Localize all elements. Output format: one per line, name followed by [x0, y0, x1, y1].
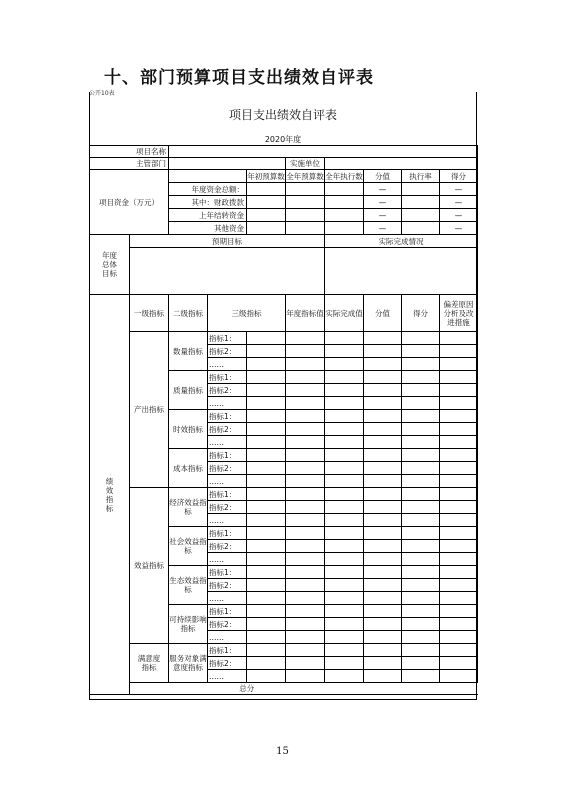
- cell[interactable]: [286, 605, 325, 618]
- fund-total-full-year[interactable]: [286, 183, 325, 196]
- cell[interactable]: [440, 358, 478, 371]
- indicator-1: 指标1：: [208, 644, 247, 657]
- header-execution: 全年执行数: [325, 171, 363, 181]
- output-indicators: 产出指标: [130, 332, 169, 488]
- cell[interactable]: [247, 540, 286, 553]
- cell[interactable]: [364, 670, 402, 683]
- department-label: 主管部门: [90, 158, 169, 170]
- cell[interactable]: [247, 670, 286, 683]
- fund-label: 项目资金（万元）: [90, 170, 169, 235]
- cell[interactable]: [440, 475, 478, 488]
- fund-other-exec-rate[interactable]: [402, 222, 440, 235]
- fund-fiscal-initial[interactable]: [247, 196, 286, 209]
- indicator-row: [90, 332, 478, 345]
- total-score-value[interactable]: [364, 683, 402, 695]
- cell[interactable]: [247, 371, 286, 384]
- indicator-2: 指标2：: [208, 345, 247, 358]
- fund-other-score-value: —: [364, 222, 402, 235]
- ecological-benefit-indicators: 生态效益指标: [169, 566, 208, 605]
- indicator-1: 指标1：: [208, 410, 247, 423]
- cell[interactable]: [325, 475, 364, 488]
- cell[interactable]: [325, 618, 364, 631]
- fund-carryover-score-value: —: [364, 209, 402, 222]
- cell[interactable]: [440, 332, 478, 345]
- cell[interactable]: [286, 657, 325, 670]
- cell[interactable]: [286, 527, 325, 540]
- cell[interactable]: [247, 605, 286, 618]
- fund-fiscal-execution[interactable]: [325, 196, 364, 209]
- cell[interactable]: [402, 436, 440, 449]
- cell[interactable]: [440, 514, 478, 527]
- col-score-value: 分值: [364, 295, 402, 332]
- page-heading: 十、部门预算项目支出绩效自评表: [104, 68, 374, 88]
- col-annual-target: 年度指标值: [286, 295, 325, 332]
- fund-carryover-label: 上年结转资金: [169, 209, 247, 222]
- cell[interactable]: [247, 488, 286, 501]
- fund-fiscal-label: 其中：财政拨款: [169, 196, 247, 209]
- cell[interactable]: [286, 436, 325, 449]
- expected-goals-content[interactable]: [130, 248, 325, 295]
- col-actual-value: 实际完成值: [325, 295, 364, 332]
- indicator-more: ……: [208, 358, 247, 371]
- cell[interactable]: [247, 579, 286, 592]
- cell[interactable]: [325, 540, 364, 553]
- cell[interactable]: [364, 540, 402, 553]
- cell[interactable]: [440, 345, 478, 358]
- cell[interactable]: [325, 358, 364, 371]
- cell[interactable]: [402, 449, 440, 462]
- cell[interactable]: [364, 488, 402, 501]
- annual-goals-label: 年度总体目标: [90, 235, 130, 295]
- cell[interactable]: [247, 566, 286, 579]
- cell[interactable]: [286, 592, 325, 605]
- cell[interactable]: [325, 462, 364, 475]
- cell[interactable]: [247, 436, 286, 449]
- indicator-more: ……: [208, 631, 247, 644]
- fund-total-initial[interactable]: [247, 183, 286, 196]
- fund-fiscal-exec-rate[interactable]: [402, 196, 440, 209]
- sheet-border-bottom: [89, 699, 477, 700]
- cell[interactable]: [286, 501, 325, 514]
- col-deviation-reason: 偏差原因分析及改进措施: [440, 295, 478, 332]
- cell[interactable]: [402, 332, 440, 345]
- cell[interactable]: [364, 553, 402, 566]
- cell[interactable]: [286, 670, 325, 683]
- cell[interactable]: [364, 566, 402, 579]
- fund-carryover-score: —: [440, 209, 478, 222]
- cell[interactable]: [247, 345, 286, 358]
- cell[interactable]: [247, 332, 286, 345]
- cell[interactable]: [402, 540, 440, 553]
- cell[interactable]: [286, 423, 325, 436]
- cell[interactable]: [247, 657, 286, 670]
- cell[interactable]: [402, 501, 440, 514]
- project-name-value[interactable]: [169, 146, 478, 158]
- cell[interactable]: [325, 423, 364, 436]
- indicator-1: 指标1：: [208, 566, 247, 579]
- cell[interactable]: [247, 358, 286, 371]
- indicator-2: 指标2：: [208, 579, 247, 592]
- cell[interactable]: [286, 384, 325, 397]
- cell[interactable]: [247, 514, 286, 527]
- cell[interactable]: [440, 410, 478, 423]
- cell[interactable]: [286, 553, 325, 566]
- cell[interactable]: [402, 345, 440, 358]
- fund-carryover-full-year[interactable]: [286, 209, 325, 222]
- cell[interactable]: [364, 332, 402, 345]
- indicator-row: [90, 644, 478, 657]
- cell[interactable]: [364, 579, 402, 592]
- fund-fiscal-score: —: [440, 196, 478, 209]
- cell[interactable]: [440, 371, 478, 384]
- cell[interactable]: [325, 384, 364, 397]
- cell[interactable]: [440, 553, 478, 566]
- cell[interactable]: [402, 644, 440, 657]
- col-level2: 二级指标: [169, 295, 208, 332]
- cell[interactable]: [286, 358, 325, 371]
- cell[interactable]: [440, 384, 478, 397]
- cell[interactable]: [286, 644, 325, 657]
- cell[interactable]: [325, 631, 364, 644]
- cell[interactable]: [247, 410, 286, 423]
- sheet-year: 2020年度: [264, 135, 302, 144]
- cell[interactable]: [325, 566, 364, 579]
- fund-carryover-execution[interactable]: [325, 209, 364, 222]
- cell[interactable]: [247, 631, 286, 644]
- indicator-more: ……: [208, 475, 247, 488]
- indicator-1: 指标1：: [208, 527, 247, 540]
- cell[interactable]: [402, 410, 440, 423]
- indicator-2: 指标2：: [208, 657, 247, 670]
- cell[interactable]: [440, 592, 478, 605]
- fund-header-blank: [169, 170, 247, 183]
- cell[interactable]: [440, 644, 478, 657]
- cell[interactable]: [286, 475, 325, 488]
- economic-benefit-indicators: 经济效益指标: [169, 488, 208, 527]
- service-satisfaction-indicators: 服务对象满意度指标: [169, 644, 208, 683]
- header-exec-rate: 执行率: [402, 170, 440, 183]
- cell[interactable]: [364, 475, 402, 488]
- cell[interactable]: [247, 475, 286, 488]
- cell[interactable]: [325, 657, 364, 670]
- cell[interactable]: [440, 449, 478, 462]
- quantity-indicators: 数量指标: [169, 332, 208, 371]
- cell[interactable]: [402, 657, 440, 670]
- table-number-note: 公开10表: [89, 90, 115, 97]
- evaluation-table: [89, 145, 478, 695]
- cell[interactable]: [364, 657, 402, 670]
- cell[interactable]: [325, 332, 364, 345]
- cell[interactable]: [364, 371, 402, 384]
- cell[interactable]: [402, 579, 440, 592]
- fund-other-full-year[interactable]: [286, 222, 325, 235]
- indicator-more: ……: [208, 436, 247, 449]
- cell[interactable]: [286, 618, 325, 631]
- cell[interactable]: [247, 592, 286, 605]
- cell[interactable]: [247, 384, 286, 397]
- indicator-2: 指标2：: [208, 384, 247, 397]
- cell[interactable]: [440, 579, 478, 592]
- timeliness-indicators: 时效指标: [169, 410, 208, 449]
- fund-total-score: —: [440, 183, 478, 196]
- cell[interactable]: [325, 501, 364, 514]
- cell[interactable]: [325, 410, 364, 423]
- expected-goals-header: 预期目标: [130, 235, 325, 248]
- cell[interactable]: [364, 397, 402, 410]
- cell[interactable]: [402, 527, 440, 540]
- cell[interactable]: [440, 657, 478, 670]
- indicator-more: ……: [208, 514, 247, 527]
- cell[interactable]: [325, 345, 364, 358]
- cell[interactable]: [440, 631, 478, 644]
- total-filler: [402, 683, 478, 695]
- cell[interactable]: [286, 449, 325, 462]
- cell[interactable]: [364, 449, 402, 462]
- cell[interactable]: [286, 332, 325, 345]
- cell[interactable]: [364, 618, 402, 631]
- row-goals-header: [90, 235, 478, 248]
- cell[interactable]: [402, 423, 440, 436]
- indicator-2: 指标2：: [208, 423, 247, 436]
- header-score-value: 分值: [364, 170, 402, 183]
- indicator-1: 指标1：: [208, 605, 247, 618]
- department-value[interactable]: [169, 158, 286, 170]
- header-score: 得分: [440, 170, 478, 183]
- cell[interactable]: [286, 410, 325, 423]
- cell[interactable]: [402, 514, 440, 527]
- cell[interactable]: [325, 488, 364, 501]
- cell[interactable]: [364, 501, 402, 514]
- total-score-label: 总分: [130, 683, 364, 695]
- self-evaluation-sheet: [89, 88, 477, 700]
- impl-unit-label: 实施单位: [286, 158, 325, 170]
- indicator-2: 指标2：: [208, 501, 247, 514]
- cell[interactable]: [402, 475, 440, 488]
- cell[interactable]: [286, 566, 325, 579]
- cell[interactable]: [364, 605, 402, 618]
- cell[interactable]: [325, 579, 364, 592]
- cell[interactable]: [364, 462, 402, 475]
- cell[interactable]: [364, 358, 402, 371]
- cell[interactable]: [325, 371, 364, 384]
- page-number: 15: [276, 746, 289, 757]
- col-level1: 一级指标: [130, 295, 169, 332]
- fund-fiscal-score-value: —: [364, 196, 402, 209]
- cell[interactable]: [325, 553, 364, 566]
- cell[interactable]: [402, 592, 440, 605]
- fund-total-label: 年度资金总额：: [169, 183, 247, 196]
- cell[interactable]: [286, 514, 325, 527]
- fund-other-initial[interactable]: [247, 222, 286, 235]
- cell[interactable]: [440, 397, 478, 410]
- satisfaction-indicators: 满意度指标: [130, 644, 169, 683]
- indicator-2: 指标2：: [208, 618, 247, 631]
- cell[interactable]: [364, 644, 402, 657]
- cell[interactable]: [247, 423, 286, 436]
- cell[interactable]: [286, 397, 325, 410]
- cell[interactable]: [364, 410, 402, 423]
- cell[interactable]: [364, 384, 402, 397]
- project-name-label: 项目名称: [90, 146, 169, 158]
- cell[interactable]: [402, 553, 440, 566]
- cell[interactable]: [440, 618, 478, 631]
- row-department: [90, 158, 478, 170]
- cell[interactable]: [440, 436, 478, 449]
- social-benefit-indicators: 社会效益指标: [169, 527, 208, 566]
- performance-indicators-label: 绩效指标: [90, 295, 130, 695]
- cell[interactable]: [364, 423, 402, 436]
- fund-total-score-value: —: [364, 183, 402, 196]
- cost-indicators: 成本指标: [169, 449, 208, 488]
- cell[interactable]: [247, 553, 286, 566]
- col-score: 得分: [402, 295, 440, 332]
- cell[interactable]: [364, 631, 402, 644]
- indicator-more: ……: [208, 553, 247, 566]
- fund-other-label: 其他资金: [169, 222, 247, 235]
- cell[interactable]: [440, 566, 478, 579]
- cell[interactable]: [325, 527, 364, 540]
- cell[interactable]: [286, 488, 325, 501]
- cell[interactable]: [364, 345, 402, 358]
- cell[interactable]: [402, 566, 440, 579]
- cell[interactable]: [286, 540, 325, 553]
- cell[interactable]: [402, 618, 440, 631]
- cell[interactable]: [402, 384, 440, 397]
- cell[interactable]: [364, 527, 402, 540]
- cell[interactable]: [286, 462, 325, 475]
- indicator-more: ……: [208, 397, 247, 410]
- cell[interactable]: [440, 488, 478, 501]
- indicator-2: 指标2：: [208, 462, 247, 475]
- indicator-1: 指标1：: [208, 449, 247, 462]
- cell[interactable]: [247, 397, 286, 410]
- cell[interactable]: [325, 449, 364, 462]
- cell[interactable]: [440, 423, 478, 436]
- cell[interactable]: [247, 527, 286, 540]
- col-level3: 三级指标: [208, 295, 286, 332]
- cell[interactable]: [286, 345, 325, 358]
- indicator-more: ……: [208, 670, 247, 683]
- cell[interactable]: [440, 605, 478, 618]
- row-fund-header: [90, 170, 478, 183]
- indicator-1: 指标1：: [208, 332, 247, 345]
- fund-total-exec-rate[interactable]: [402, 183, 440, 196]
- fund-other-execution[interactable]: [325, 222, 364, 235]
- row-goals-content: [90, 248, 478, 295]
- cell[interactable]: [402, 462, 440, 475]
- fund-other-score: —: [440, 222, 478, 235]
- indicator-1: 指标1：: [208, 488, 247, 501]
- cell[interactable]: [364, 592, 402, 605]
- indicator-row: [90, 488, 478, 501]
- header-initial-budget: 年初预算数: [247, 171, 285, 181]
- cell[interactable]: [402, 358, 440, 371]
- cell[interactable]: [325, 644, 364, 657]
- cell[interactable]: [402, 371, 440, 384]
- row-perf-header: [90, 295, 478, 332]
- cell[interactable]: [247, 644, 286, 657]
- cell[interactable]: [325, 605, 364, 618]
- cell[interactable]: [402, 631, 440, 644]
- cell[interactable]: [440, 540, 478, 553]
- cell[interactable]: [325, 514, 364, 527]
- cell[interactable]: [286, 371, 325, 384]
- header-full-year-budget: 全年预算数: [286, 171, 324, 181]
- sheet-title: 项目支出绩效自评表: [228, 108, 337, 122]
- cell[interactable]: [247, 449, 286, 462]
- impl-unit-value[interactable]: [325, 158, 478, 170]
- row-total: [90, 683, 478, 695]
- cell[interactable]: [440, 462, 478, 475]
- cell[interactable]: [402, 488, 440, 501]
- cell[interactable]: [402, 605, 440, 618]
- cell[interactable]: [325, 592, 364, 605]
- cell[interactable]: [247, 501, 286, 514]
- cell[interactable]: [402, 397, 440, 410]
- indicator-1: 指标1：: [208, 371, 247, 384]
- cell[interactable]: [286, 631, 325, 644]
- cell[interactable]: [364, 436, 402, 449]
- fund-carryover-exec-rate[interactable]: [402, 209, 440, 222]
- cell[interactable]: [440, 527, 478, 540]
- actual-completion-header: 实际完成情况: [325, 235, 478, 248]
- actual-completion-content[interactable]: [325, 248, 478, 295]
- fund-fiscal-full-year[interactable]: [286, 196, 325, 209]
- cell[interactable]: [325, 397, 364, 410]
- cell[interactable]: [247, 618, 286, 631]
- cell[interactable]: [286, 579, 325, 592]
- cell[interactable]: [364, 514, 402, 527]
- fund-carryover-initial[interactable]: [247, 209, 286, 222]
- cell[interactable]: [440, 670, 478, 683]
- sustainable-impact-indicators: 可持续影响指标: [169, 605, 208, 644]
- cell[interactable]: [402, 670, 440, 683]
- benefit-indicators: 效益指标: [130, 488, 169, 644]
- cell[interactable]: [440, 501, 478, 514]
- cell[interactable]: [325, 436, 364, 449]
- indicator-2: 指标2：: [208, 540, 247, 553]
- row-project-name: [90, 146, 478, 158]
- indicator-more: ……: [208, 592, 247, 605]
- quality-indicators: 质量指标: [169, 371, 208, 410]
- fund-total-execution[interactable]: [325, 183, 364, 196]
- cell[interactable]: [247, 462, 286, 475]
- cell[interactable]: [325, 670, 364, 683]
